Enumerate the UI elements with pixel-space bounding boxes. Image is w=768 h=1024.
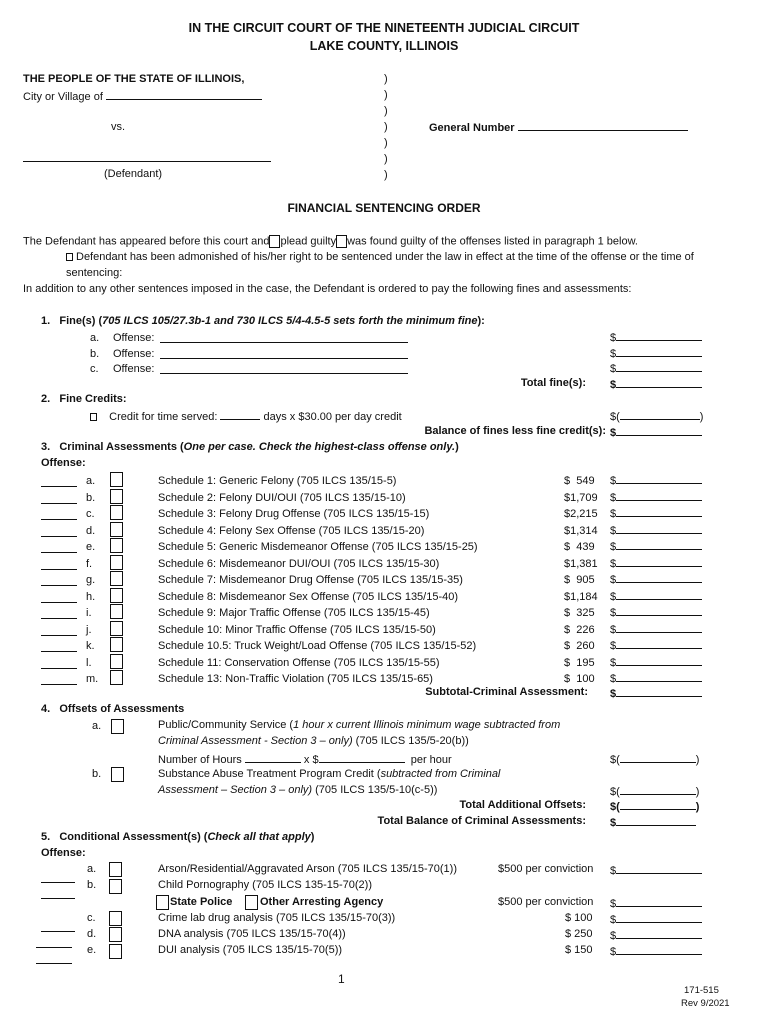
assessment-amount: $	[610, 671, 702, 687]
section3-offense-label: Offense:	[41, 457, 86, 469]
city-input[interactable]	[106, 89, 262, 100]
subtotal-input[interactable]	[616, 686, 702, 697]
offset-a-letter: a.	[92, 720, 102, 732]
assessment-amount-input[interactable]	[616, 473, 702, 484]
fine-offense-input[interactable]	[160, 348, 408, 359]
section3-heading: 3. Criminal Assessments (One per case. Check the highest-class offense only.)	[41, 441, 459, 453]
cond-d-offense-input[interactable]	[36, 937, 72, 948]
cond-e-rate: $ 150	[565, 944, 593, 956]
assessment-fee: $1,381	[564, 557, 598, 570]
assessment-offense-input[interactable]	[41, 608, 77, 619]
assessment-desc: Schedule 10: Minor Traffic Offense (705 ILCS 135/15-50)	[158, 623, 436, 636]
cond-c-checkbox[interactable]	[109, 911, 122, 926]
total-fines-amount: $	[610, 377, 702, 391]
assessment-row	[0, 638, 768, 654]
assessment-amount-input[interactable]	[616, 523, 702, 534]
subtotal-amount: $	[610, 686, 702, 700]
assessment-row	[0, 556, 768, 572]
assessment-amount: $	[610, 589, 702, 605]
assessment-letter: b.	[86, 491, 96, 504]
fine-offense-input[interactable]	[160, 363, 408, 374]
assessment-desc: Schedule 3: Felony Drug Offense (705 ILCS 135/15-15)	[158, 508, 430, 520]
assessment-checkbox[interactable]	[110, 637, 123, 652]
general-number-input[interactable]	[518, 120, 688, 131]
assessment-desc: Schedule 7: Misdemeanor Drug Offense (705 ILCS 135/15-35)	[158, 574, 463, 586]
offset-a-amount: $( )	[610, 754, 700, 766]
assessment-offense-input[interactable]	[41, 625, 77, 636]
section5-offense-label: Offense:	[41, 847, 86, 859]
cond-a-input[interactable]	[616, 863, 702, 874]
intro-line: The Defendant has appeared before this court and plead guilty was found guilty of the offenses listed in paragraph 1 below.	[23, 235, 638, 248]
assessment-row	[0, 539, 768, 555]
assessment-row	[0, 572, 768, 588]
general-number-label: General Number	[429, 122, 515, 134]
state-police-amount: $	[610, 896, 702, 910]
assessment-letter: e.	[86, 541, 96, 553]
state-police-label: State Police	[170, 896, 233, 908]
form-revision: Rev 9/2021	[681, 998, 730, 1009]
assessment-letter: j.	[86, 623, 92, 636]
assessment-letter: d.	[86, 524, 96, 537]
assessment-desc: Schedule 11: Conservation Offense (705 ILCS 135/15-55)	[158, 656, 440, 669]
assessment-checkbox[interactable]	[110, 604, 123, 619]
total-balance-amount: $	[610, 815, 696, 829]
assessment-checkbox[interactable]	[110, 555, 123, 570]
offset-b-input[interactable]	[620, 784, 696, 795]
assessment-fee: $1,709	[564, 491, 598, 504]
general-number	[429, 120, 688, 134]
assessment-amount: $	[610, 572, 702, 588]
cond-a-checkbox[interactable]	[109, 862, 122, 877]
cond-c-desc: Crime lab drug analysis (705 ILCS 135/15-70(3))	[158, 912, 396, 924]
assessment-desc: Schedule 9: Major Traffic Offense (705 ILCS 135/15-45)	[158, 607, 430, 619]
total-offsets-amount: $( )	[610, 801, 700, 813]
cond-b-checkbox[interactable]	[109, 879, 122, 894]
assessment-fee: $ 260	[564, 640, 595, 652]
fine-amount-input[interactable]	[616, 361, 702, 372]
assessment-letter: a.	[86, 475, 96, 487]
assessment-offense-input[interactable]	[41, 575, 77, 586]
cond-b-offense-input[interactable]	[41, 888, 75, 899]
offset-a-line1: Public/Community Service (1 hour x current Illinois minimum wage subtracted from	[158, 719, 561, 731]
credit-line: Credit for time served: days x $30.00 per day credit	[90, 409, 402, 423]
state-police-rate: $500 per conviction	[498, 896, 594, 908]
assessment-amount-input[interactable]	[616, 589, 702, 600]
cond-b-letter: b.	[87, 879, 97, 891]
assessment-letter: c.	[86, 508, 95, 520]
assessment-row	[0, 605, 768, 621]
assessment-offense-input[interactable]	[41, 658, 77, 669]
court-heading: IN THE CIRCUIT COURT OF THE NINETEENTH JUDICIAL CIRCUIT	[188, 21, 580, 35]
assessment-fee: $1,314	[564, 524, 598, 537]
assessment-desc: Schedule 10.5: Truck Weight/Load Offense (705 ILCS 135/15-52)	[158, 640, 477, 652]
offset-a-input[interactable]	[620, 752, 696, 763]
assessment-row	[0, 523, 768, 539]
assessment-amount-input[interactable]	[616, 490, 702, 501]
assessment-amount-input[interactable]	[616, 638, 702, 649]
total-offsets-label: Total Additional Offsets:	[459, 799, 586, 811]
credit-amount-input[interactable]	[620, 409, 700, 420]
assessment-offense-input[interactable]	[41, 509, 77, 520]
assessment-checkbox[interactable]	[110, 670, 123, 685]
assessment-letter: l.	[86, 656, 92, 669]
assessment-amount: $	[610, 605, 702, 621]
assessment-row	[0, 473, 768, 489]
fine-offense-row	[0, 330, 768, 346]
assessment-offense-input[interactable]	[41, 641, 77, 652]
fine-amount: $	[610, 346, 702, 362]
plead-guilty-checkbox[interactable]	[269, 235, 280, 248]
assessment-amount-input[interactable]	[616, 655, 702, 666]
assessment-amount: $	[610, 506, 702, 522]
fine-offense-letter: a.	[90, 332, 100, 344]
assessment-amount-input[interactable]	[616, 622, 702, 633]
state-police-checkbox[interactable]	[156, 895, 169, 910]
assessment-checkbox[interactable]	[110, 588, 123, 603]
assessment-fee: $ 439	[564, 541, 595, 553]
assessment-checkbox[interactable]	[110, 621, 123, 636]
offset-b-line1: Substance Abuse Treatment Program Credit (subtracted from Criminal	[158, 768, 501, 780]
assessment-fee: $ 549	[564, 475, 595, 487]
assessment-row	[0, 622, 768, 638]
balance-fines-label: Balance of fines less fine credit(s):	[424, 425, 606, 437]
assessment-offense-input[interactable]	[41, 476, 77, 487]
cond-d-letter: d.	[87, 928, 97, 940]
assessment-desc: Schedule 2: Felony DUI/OUI (705 ILCS 135/15-10)	[158, 491, 406, 504]
found-guilty-checkbox[interactable]	[336, 235, 347, 248]
assessment-amount: $	[610, 655, 702, 671]
credit-days-input[interactable]	[220, 409, 260, 420]
fine-amount-input[interactable]	[616, 346, 702, 357]
cond-d-checkbox[interactable]	[109, 927, 122, 942]
cond-a-rate: $500 per conviction	[498, 863, 594, 875]
assessment-fee: $1,184	[564, 590, 598, 603]
cond-a-amount: $	[610, 863, 702, 877]
assessment-desc: Schedule 4: Felony Sex Offense (705 ILCS 135/15-20)	[158, 524, 425, 537]
total-fines-input[interactable]	[616, 377, 702, 388]
cond-a-letter: a.	[87, 863, 97, 875]
fine-offense-letter: c.	[90, 363, 99, 375]
assessment-checkbox[interactable]	[110, 505, 123, 520]
fine-offense-row	[0, 346, 768, 362]
defendant-label: (Defendant)	[104, 168, 163, 180]
assessment-checkbox[interactable]	[110, 654, 123, 669]
defendant-name-input[interactable]	[23, 151, 271, 162]
hours-line: Number of Hours x $ per hour	[158, 754, 452, 766]
assessment-amount: $	[610, 490, 702, 506]
admonished-line: Defendant has been admonished of his/her right to be sentenced under the law in effect at the time of the offense or the time of	[66, 251, 694, 263]
section2-heading: 2. Fine Credits:	[41, 393, 127, 405]
cond-b-desc: Child Pornography (705 ILCS 135-15-70(2))	[158, 879, 373, 891]
assessment-desc: Schedule 13: Non-Traffic Violation (705 ILCS 135/15-65)	[158, 673, 433, 685]
fine-offense-row	[0, 361, 768, 377]
form-number: 171-515	[684, 985, 719, 996]
assessment-offense-input[interactable]	[41, 559, 77, 570]
assessment-fee: $ 325	[564, 607, 595, 619]
assessment-checkbox[interactable]	[110, 522, 123, 537]
fine-offense-label: Offense:	[113, 347, 155, 360]
cond-d-input[interactable]	[616, 928, 702, 939]
total-offsets-input[interactable]	[620, 799, 696, 810]
assessment-amount-input[interactable]	[616, 539, 702, 550]
page-number: 1	[338, 972, 345, 986]
other-agency-checkbox[interactable]	[245, 895, 258, 910]
assessment-fee: $ 195	[564, 656, 595, 669]
assessment-amount: $	[610, 556, 702, 572]
balance-fines-input[interactable]	[616, 425, 702, 436]
county-heading: LAKE COUNTY, ILLINOIS	[309, 39, 459, 53]
assessment-offense-input[interactable]	[41, 526, 77, 537]
addition-line: In addition to any other sentences imposed in the case, the Defendant is ordered to pay the following fines and assessments:	[23, 283, 632, 295]
state-police-input[interactable]	[616, 896, 702, 907]
assessment-fee: $2,215	[564, 508, 598, 520]
assessment-amount-input[interactable]	[616, 556, 702, 567]
cond-c-letter: c.	[87, 912, 96, 924]
other-agency-label: Other Arresting Agency	[260, 896, 384, 908]
total-balance-label: Total Balance of Criminal Assessments:	[377, 815, 586, 827]
assessment-amount-input[interactable]	[616, 506, 702, 517]
vs-label: vs.	[111, 121, 126, 133]
assessment-row	[0, 490, 768, 506]
cond-a-offense-input[interactable]	[41, 872, 75, 883]
assessment-letter: k.	[86, 640, 95, 652]
city-caption	[23, 89, 262, 103]
assessment-amount: $	[610, 638, 702, 654]
assessment-desc: Schedule 8: Misdemeanor Sex Offense (705 ILCS 135/15-40)	[158, 590, 459, 603]
admonished-line-2: sentencing:	[66, 267, 123, 279]
offset-b-amount: $( )	[610, 786, 700, 798]
admonished-checkbox[interactable]	[66, 253, 73, 261]
assessment-offense-input[interactable]	[41, 592, 77, 603]
assessment-letter: m.	[86, 673, 99, 685]
cond-c-offense-input[interactable]	[41, 921, 75, 932]
section4-heading: 4. Offsets of Assessments	[41, 703, 185, 715]
city-label: City or Village of	[23, 91, 103, 103]
fine-offense-label: Offense:	[113, 363, 155, 375]
assessment-fee: $ 905	[564, 574, 595, 586]
credit-checkbox[interactable]	[90, 413, 97, 421]
assessment-letter: f.	[86, 557, 93, 570]
assessment-letter: g.	[86, 574, 96, 586]
section1-heading: 1. Fine(s) (705 ILCS 105/27.3b-1 and 730 ILCS 5/4-4.5-5 sets forth the minimum fine):	[41, 315, 485, 327]
subtotal-label: Subtotal-Criminal Assessment:	[425, 686, 588, 698]
assessment-amount: $	[610, 473, 702, 489]
cond-e-amount: $	[610, 944, 702, 958]
assessment-amount-input[interactable]	[616, 572, 702, 583]
assessment-amount-input[interactable]	[616, 671, 702, 682]
total-balance-input[interactable]	[616, 815, 696, 826]
assessment-amount: $	[610, 539, 702, 555]
assessment-offense-input[interactable]	[41, 493, 77, 504]
assessment-checkbox[interactable]	[110, 571, 123, 586]
cond-e-letter: e.	[87, 944, 97, 956]
cond-c-amount: $	[610, 912, 702, 926]
hours-input[interactable]	[245, 752, 301, 763]
fine-amount-input[interactable]	[616, 330, 702, 341]
cond-d-amount: $	[610, 928, 702, 942]
assessment-row	[0, 671, 768, 687]
cond-d-desc: DNA analysis (705 ILCS 135/15-70(4))	[158, 928, 346, 940]
assessment-offense-input[interactable]	[41, 542, 77, 553]
assessment-offense-input[interactable]	[41, 674, 77, 685]
assessment-row	[0, 506, 768, 522]
assessment-checkbox[interactable]	[110, 489, 123, 504]
page-title: FINANCIAL SENTENCING ORDER	[287, 201, 481, 215]
offset-b-letter: b.	[92, 768, 102, 780]
assessment-row	[0, 589, 768, 605]
cond-e-input[interactable]	[616, 944, 702, 955]
offset-a-line2: Criminal Assessment - Section 3 – only) (705 ILCS 135/5-20(b))	[158, 735, 469, 747]
assessment-letter: h.	[86, 590, 96, 603]
assessment-amount: $	[610, 523, 702, 539]
offset-b-line2: Assessment – Section 3 – only) (705 ILCS 135/5-10(c-5))	[158, 784, 438, 796]
wage-input[interactable]	[319, 752, 405, 763]
cond-a-desc: Arson/Residential/Aggravated Arson (705 ILCS 135/15-70(1))	[158, 863, 458, 875]
cond-e-desc: DUI analysis (705 ILCS 135/15-70(5))	[158, 944, 343, 956]
fine-amount: $	[610, 330, 702, 346]
assessment-desc: Schedule 6: Misdemeanor DUI/OUI (705 ILCS 135/15-30)	[158, 557, 440, 570]
assessment-row	[0, 655, 768, 671]
people-caption: THE PEOPLE OF THE STATE OF ILLINOIS,	[23, 73, 245, 85]
cond-d-rate: $ 250	[565, 928, 593, 940]
assessment-amount: $	[610, 622, 702, 638]
balance-fines-amount: $	[610, 425, 702, 439]
cond-e-offense-input[interactable]	[36, 953, 72, 964]
total-fines-label: Total fine(s):	[520, 377, 586, 389]
caption-parens: ) ) ) ) ) ) )	[384, 73, 388, 181]
section5-heading: 5. Conditional Assessment(s) (Check all that apply)	[41, 831, 315, 843]
fine-offense-label: Offense:	[113, 332, 155, 344]
credit-amount: $( )	[610, 411, 704, 423]
fine-offense-letter: b.	[90, 347, 100, 360]
assessment-letter: i.	[86, 607, 92, 619]
cond-e-checkbox[interactable]	[109, 944, 122, 959]
fine-amount: $	[610, 361, 702, 377]
assessment-desc: Schedule 1: Generic Felony (705 ILCS 135/15-5)	[158, 475, 397, 487]
assessment-desc: Schedule 5: Generic Misdemeanor Offense (705 ILCS 135/15-25)	[158, 541, 478, 553]
assessment-fee: $ 226	[564, 623, 595, 636]
cond-c-rate: $ 100	[565, 912, 593, 924]
assessment-amount-input[interactable]	[616, 605, 702, 616]
fine-offense-input[interactable]	[160, 332, 408, 343]
assessment-fee: $ 100	[564, 673, 595, 685]
cond-c-input[interactable]	[616, 912, 702, 923]
assessment-checkbox[interactable]	[110, 472, 123, 487]
assessment-checkbox[interactable]	[110, 538, 123, 553]
offset-a-checkbox[interactable]	[111, 719, 124, 734]
offset-b-checkbox[interactable]	[111, 767, 124, 782]
